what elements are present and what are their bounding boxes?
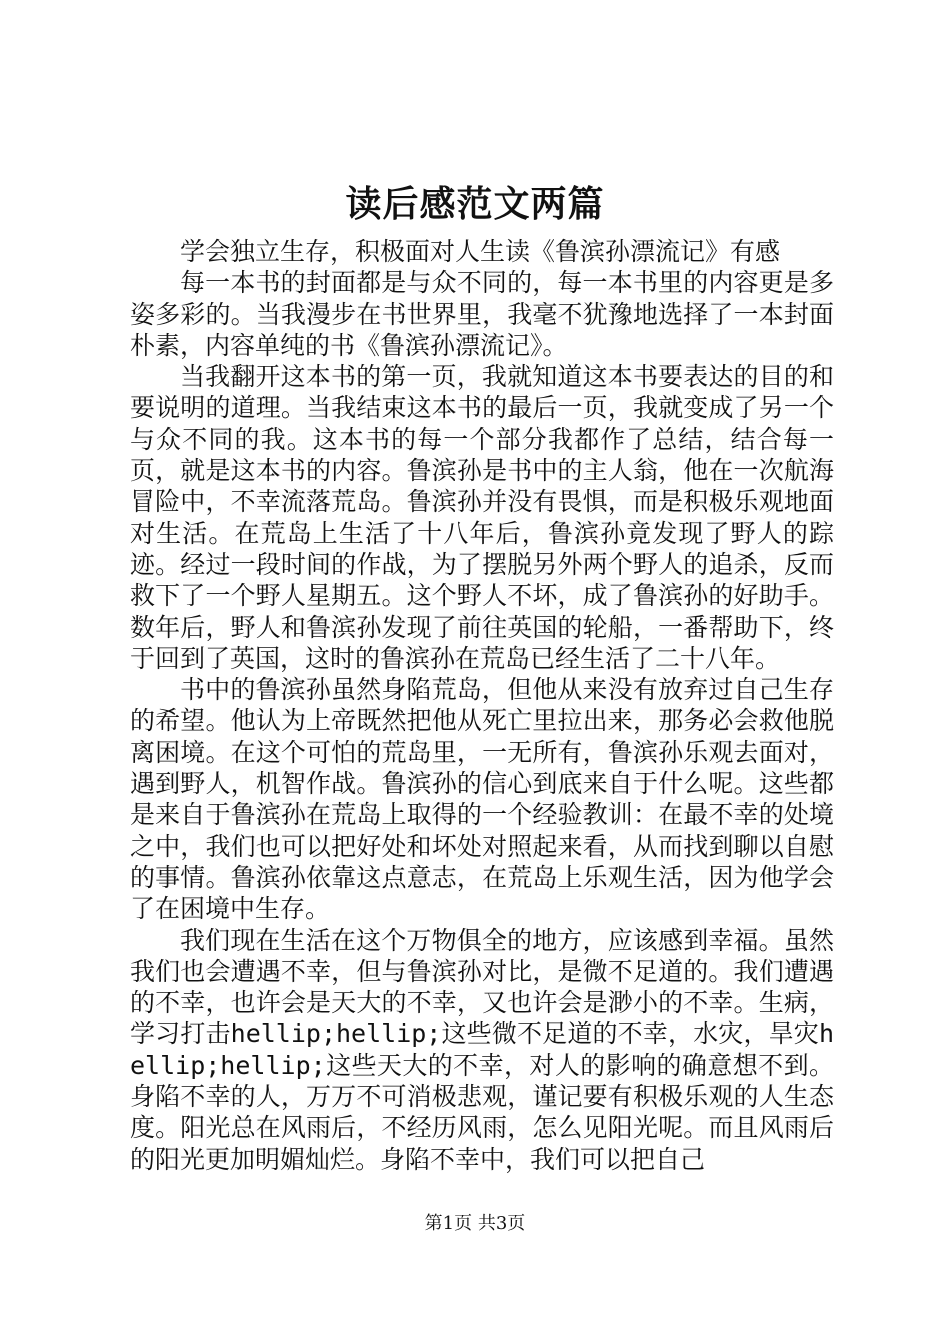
body-paragraph: 我们现在生活在这个万物俱全的地方，应该感到幸福。虽然我们也会遭遇不幸，但与鲁滨孙对比，是微不足道的。我们遭遇的不幸，也许会是天大的不幸，又也许会是渺小的不幸。生病，学习打击hellip;hellip;这些微不足道的不幸，水灾，旱灾hellip;hellip;这些天大的不幸，对人的影响的确意想不到。身陷不幸的人，万万不可消极悲观，谨记要有积极乐观的人生态度。阳光总在风雨后，不经历风雨，怎么见阳光呢。而且风雨后的阳光更加明媚灿烂。身陷不幸中，我们可以把自己	[130, 925, 834, 1174]
document-body	[130, 236, 834, 1175]
body-paragraph: 当我翻开这本书的第一页，我就知道这本书要表达的目的和要说明的道理。当我结束这本书的最后一页，我就变成了另一个与众不同的我。这本书的每一个部分我都作了总结，结合每一页，就是这本书的内容。鲁滨孙是书中的主人翁，他在一次航海冒险中，不幸流落荒岛。鲁滨孙并没有畏惧，而是积极乐观地面对生活。在荒岛上生活了十八年后，鲁滨孙竟发现了野人的踪迹。经过一段时间的作战，为了摆脱另外两个野人的追杀，反而救下了一个野人星期五。这个野人不坏，成了鲁滨孙的好助手。数年后，野人和鲁滨孙发现了前往英国的轮船，一番帮助下，终于回到了英国，这时的鲁滨孙在荒岛已经生活了二十八年。	[130, 362, 834, 673]
page-footer: 第1页 共3页	[424, 1213, 526, 1234]
document-subtitle: 学会独立生存，积极面对人生读《鲁滨孙漂流记》有感	[180, 237, 781, 266]
body-paragraph: 每一本书的封面都是与众不同的，每一本书里的内容更是多姿多彩的。当我漫步在书世界里，我毫不犹豫地选择了一本封面朴素，内容单纯的书《鲁滨孙漂流记》。	[130, 268, 834, 360]
body-paragraph: 书中的鲁滨孙虽然身陷荒岛，但他从来没有放弃过自己生存的希望。他认为上帝既然把他从死亡里拉出来，那务必会救他脱离困境。在这个可怕的荒岛里，一无所有，鲁滨孙乐观去面对，遇到野人，机智作战。鲁滨孙的信心到底来自于什么呢。这些都是来自于鲁滨孙在荒岛上取得的一个经验教训：在最不幸的处境之中，我们也可以把好处和坏处对照起来看，从而找到聊以自慰的事情。鲁滨孙依靠这点意志，在荒岛上乐观生活，因为他学会了在困境中生存。	[130, 675, 834, 924]
document-title: 读后感范文两篇	[345, 183, 605, 225]
